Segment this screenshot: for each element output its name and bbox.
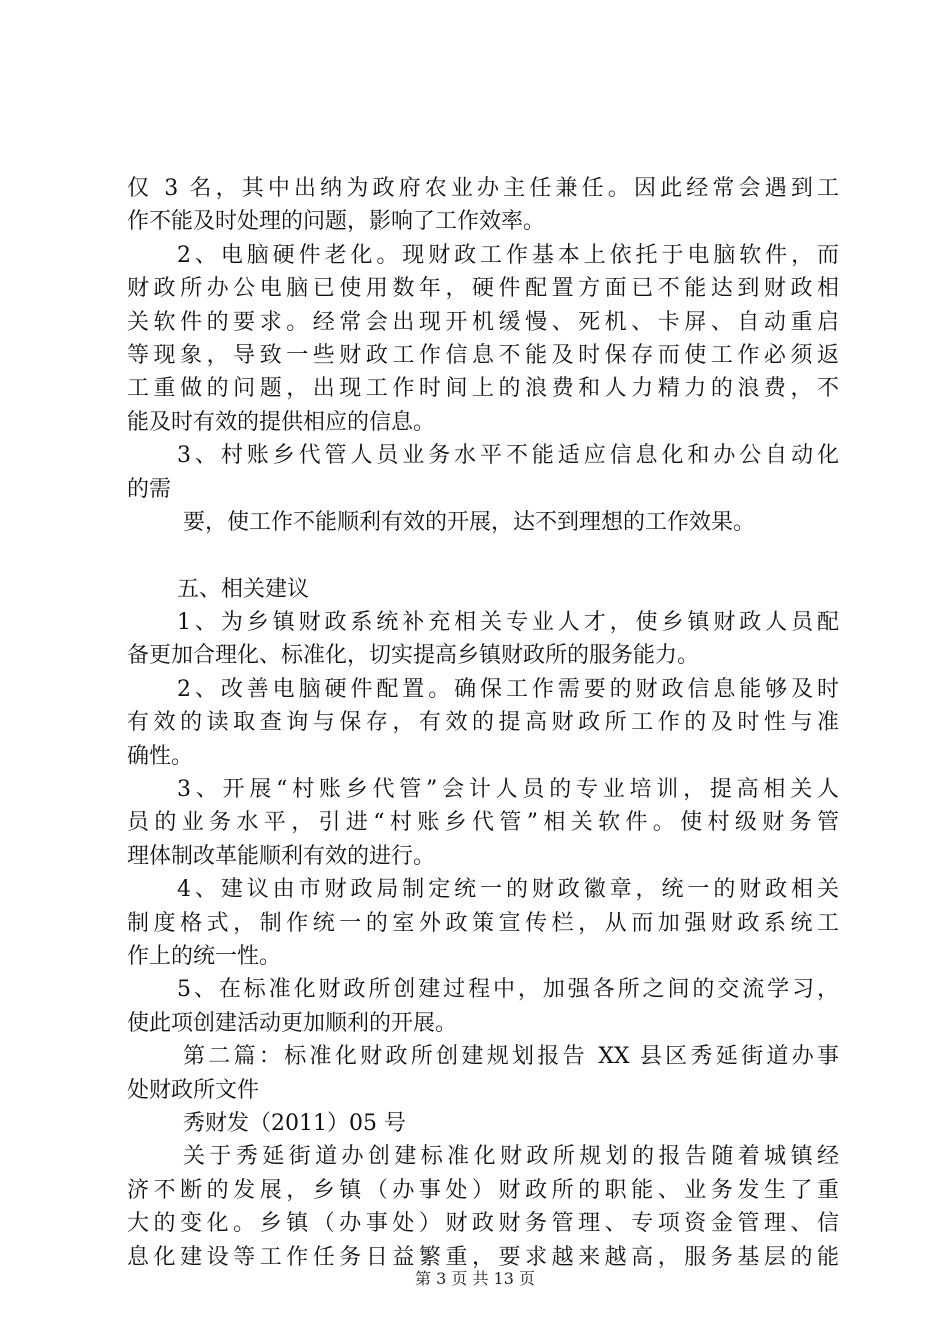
text-line: 秀财发（2011）05 号	[183, 1110, 406, 1136]
text-line: 等现象，导致一些财政工作信息不能及时保存而使工作必须返	[127, 342, 839, 368]
text-line: 理体制改革能顺利有效的进行。	[127, 843, 436, 869]
text-line: 关于秀延街道办创建标准化财政所规划的报告随着城镇经	[183, 1144, 839, 1170]
text-line: 大的变化。乡镇（办事处）财政财务管理、专项资金管理、信	[127, 1211, 839, 1237]
text-line: 作不能及时处理的问题，影响了工作效率。	[127, 209, 546, 235]
text-line: 有效的读取查询与保存，有效的提高财政所工作的及时性与准	[127, 710, 839, 736]
text-line: 作上的统一性。	[127, 943, 282, 969]
section-heading: 五、相关建议	[177, 576, 310, 602]
text-line: 处财政所文件	[127, 1077, 260, 1103]
text-line: 济不断的发展，乡镇（办事处）财政所的职能、业务发生了重	[127, 1177, 839, 1203]
text-line: 息化建设等工作任务日益繁重，要求越来越高，服务基层的能	[127, 1244, 839, 1270]
text-line: 能及时有效的提供相应的信息。	[127, 409, 436, 435]
text-line: 4、建议由市财政局制定统一的财政徽章，统一的财政相关	[177, 877, 839, 903]
text-line: 5、在标准化财政所创建过程中，加强各所之间的交流学习，	[177, 977, 839, 1003]
text-line: 确性。	[127, 743, 194, 769]
text-line: 要，使工作不能顺利有效的开展，达不到理想的工作效果。	[183, 509, 756, 535]
text-line: 员的业务水平，引进“村账乡代管”相关软件。使村级财务管	[127, 810, 839, 836]
text-line: 使此项创建活动更加顺利的开展。	[127, 1010, 458, 1036]
text-line: 仅 3 名，其中出纳为政府农业办主任兼任。因此经常会遇到工	[127, 176, 839, 201]
blank-line	[127, 539, 839, 572]
text-line: 财政所办公电脑已使用数年，硬件配置方面已不能达到财政相	[127, 276, 839, 302]
text-line: 制度格式，制作统一的室外政策宣传栏，从而加强财政系统工	[127, 910, 839, 936]
text-line: 2、电脑硬件老化。现财政工作基本上依托于电脑软件，而	[177, 242, 839, 268]
text-line: 3、开展“村账乡代管”会计人员的专业培训，提高相关人	[177, 777, 839, 803]
text-line: 工重做的问题，出现工作时间上的浪费和人力精力的浪费，不	[127, 376, 839, 402]
text-line: 2、改善电脑硬件配置。确保工作需要的财政信息能够及时	[177, 676, 839, 702]
text-line: 的需	[127, 476, 172, 502]
text-line: 备更加合理化、标准化，切实提高乡镇财政所的服务能力。	[127, 643, 700, 669]
document-body	[127, 172, 839, 1274]
text-line: 3、村账乡代管人员业务水平不能适应信息化和办公自动化	[177, 443, 839, 469]
page-footer: 第 3 页 共 13 页	[415, 1269, 535, 1288]
text-line: 1、为乡镇财政系统补充相关专业人才，使乡镇财政人员配	[177, 610, 839, 636]
text-line: 第二篇：标准化财政所创建规划报告 XX 县区秀延街道办事	[183, 1044, 839, 1070]
text-line: 关软件的要求。经常会出现开机缓慢、死机、卡屏、自动重启	[127, 309, 839, 335]
